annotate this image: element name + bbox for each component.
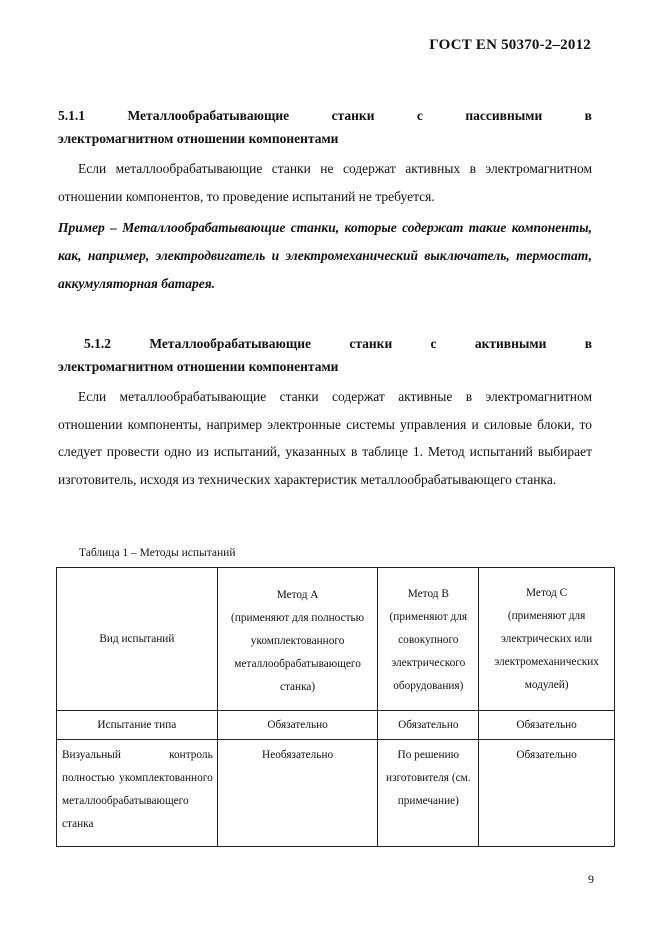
table-cell: Обязательно xyxy=(378,711,479,740)
header-cell: Вид испытаний xyxy=(57,568,218,711)
table-cell: Испытание типа xyxy=(57,711,218,740)
header-cell: Метод C (применяют для электрических или электромеханических модулей) xyxy=(479,568,615,711)
table-cell: Визуальный контроль полностью укомплектованного металлообрабатывающего станка xyxy=(57,740,218,847)
section2-paragraph xyxy=(58,383,592,493)
table-row xyxy=(57,711,615,740)
heading-word: станки xyxy=(349,336,393,351)
table-cell: По решению изготовителя (см. примечание) xyxy=(378,740,479,847)
header-cell: Метод A (применяют для полностью укомплектованного металлообрабатывающего станка) xyxy=(217,568,378,711)
heading-word: в xyxy=(584,108,592,123)
table-cell: Обязательно xyxy=(479,711,615,740)
heading-word: активными xyxy=(474,336,547,351)
section2-paragraph-text: Если металлообрабатывающие станки содержат активные в электромагнитном отношении компоненты, например электронные системы управления и силовые блоки, то следует провести одно из испытаний, указанных в таблице 1. Метод испытаний выбирает изготовитель, исходя из технических характеристик металлообрабатывающего станка. xyxy=(58,389,592,487)
table-cell: Необязательно xyxy=(217,740,378,847)
table-cell: Обязательно xyxy=(479,740,615,847)
table-header-row xyxy=(57,568,615,711)
heading-word: 5.1.2 xyxy=(84,336,111,351)
section-heading-line2: электромагнитном отношении компонентами xyxy=(58,131,339,146)
section-heading-5-1-1 xyxy=(58,104,592,150)
heading-word: с xyxy=(430,336,437,351)
heading-word: 5.1.1 xyxy=(58,108,85,123)
heading-word: пассивными xyxy=(465,108,543,123)
header-cell: Метод B (применяют для совокупного электрического оборудования) xyxy=(378,568,479,711)
heading-word: Металлообрабатывающие xyxy=(149,336,312,351)
section-heading-line2: электромагнитном отношении компонентами xyxy=(58,359,339,374)
document-code: ГОСТ EN 50370-2–2012 xyxy=(429,37,591,53)
page-number: 9 xyxy=(588,872,594,886)
section-heading-line1 xyxy=(58,104,592,127)
section-heading-5-1-2 xyxy=(58,332,592,378)
section1-paragraph-text: Если металлообрабатывающие станки не содержат активных в электромагнитном отношении компонентов, то проведение испытаний не требуется. xyxy=(58,161,592,204)
table-cell: Обязательно xyxy=(217,711,378,740)
section-heading-line1 xyxy=(58,332,592,355)
section1-paragraph xyxy=(58,155,592,210)
heading-word: в xyxy=(584,336,592,351)
heading-word: с xyxy=(416,108,423,123)
heading-word: Металлообрабатывающие xyxy=(127,108,290,123)
section1-example-text: Пример – Металлообрабатывающие станки, которые содержат такие компоненты, как, например, электродвигатель и электромеханический выключатель, термостат, аккумуляторная батарея. xyxy=(58,220,592,291)
table-caption: Таблица 1 – Методы испытаний xyxy=(79,547,236,559)
table-row xyxy=(57,740,615,847)
section1-example xyxy=(58,214,592,298)
heading-word: станки xyxy=(331,108,375,123)
methods-table xyxy=(56,567,615,847)
